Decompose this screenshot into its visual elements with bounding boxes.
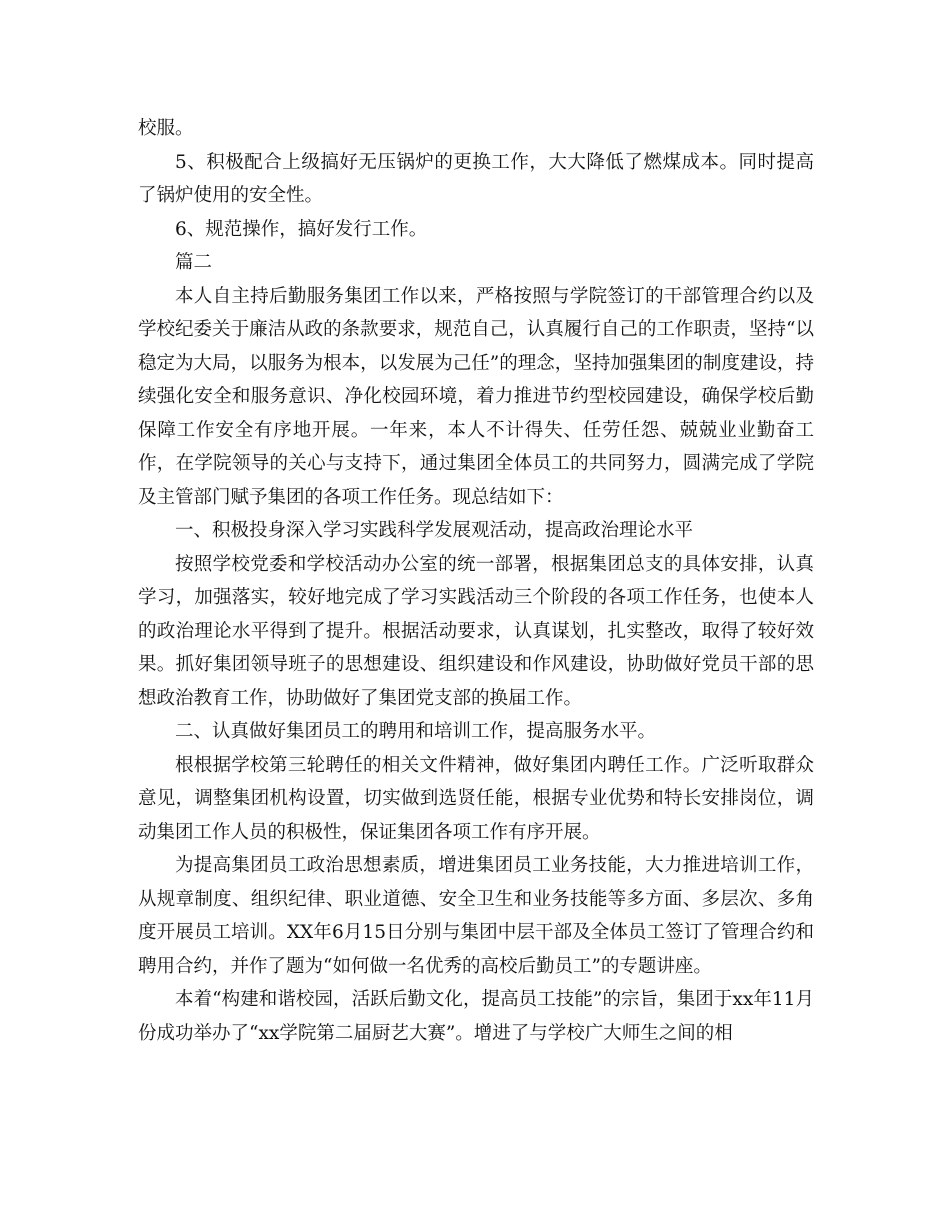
paragraph-item-5: 5、积极配合上级搞好无压锅炉的更换工作，大大降低了燃煤成本。同时提高了锅炉使用的安全性。 — [138, 151, 814, 206]
paragraph-section-two-training: 为提高集团员工政治思想素质，增进集团员工业务技能，大力推进培训工作，从规章制度、组织纪律、职业道德、安全卫生和业务技能等多方面、多层次、多角度开展员工培训。XX年6月15日分别与集团中层干部及全体员工签订了管理合约和聘用合约，并作了题为“如何做一名优秀的高校后勤员工”的专题讲座。 — [138, 855, 814, 977]
paragraph-introduction: 本人自主持后勤服务集团工作以来，严格按照与学院签订的干部管理合约以及学校纪委关于廉洁从政的条款要求，规范自己，认真履行自己的工作职责，坚持“以稳定为大局，以服务为根本，以发展为己任”的理念，坚持加强集团的制度建设，持续强化安全和服务意识、净化校园环境，着力推进节约型校园建设，确保学校后勤保障工作安全有序地开展。一年来，本人不计得失、任劳任怨、兢兢业业勤奋工作，在学院领导的关心与支持下，通过集团全体员工的共同努力，圆满完成了学院及主管部门赋予集团的各项工作任务。现总结如下： — [138, 285, 814, 508]
section-heading-part-two: 篇二 — [175, 252, 213, 273]
paragraph-section-one-body: 按照学校党委和学校活动办公室的统一部署，根据集团总支的具体安排，认真学习，加强落实，较好地完成了学习实践活动三个阶段的各项工作任务，也使本人的政治理论水平得到了提升。根据活动要求，认真谋划，扎实整改，取得了较好效果。抓好集团领导班子的思想建设、组织建设和作风建设，协助做好党员干部的思想政治教育工作，协助做好了集团党支部的换届工作。 — [138, 553, 814, 709]
heading-section-two: 二、认真做好集团员工的聘用和培训工作，提高服务水平。 — [175, 721, 657, 742]
paragraph-cooking-contest: 本着“构建和谐校园，活跃后勤文化，提高员工技能”的宗旨，集团于xx年11月份成功举办了“xx学院第二届厨艺大赛”。增进了与学校广大师生之间的相 — [138, 989, 814, 1044]
paragraph-section-two-hiring: 根根据学校第三轮聘任的相关文件精神，做好集团内聘任工作。广泛听取群众意见，调整集团机构设置，切实做到选贤任能，根据专业优势和特长安排岗位，调动集团工作人员的积极性，保证集团各项工作有序开展。 — [138, 754, 814, 843]
paragraph-item-6: 6、规范操作，搞好发行工作。 — [175, 218, 428, 240]
document-page — [138, 112, 814, 1050]
paragraph-school-uniform: 校服。 — [138, 118, 194, 139]
heading-section-one: 一、积极投身深入学习实践科学发展观活动，提高政治理论水平 — [175, 520, 694, 541]
